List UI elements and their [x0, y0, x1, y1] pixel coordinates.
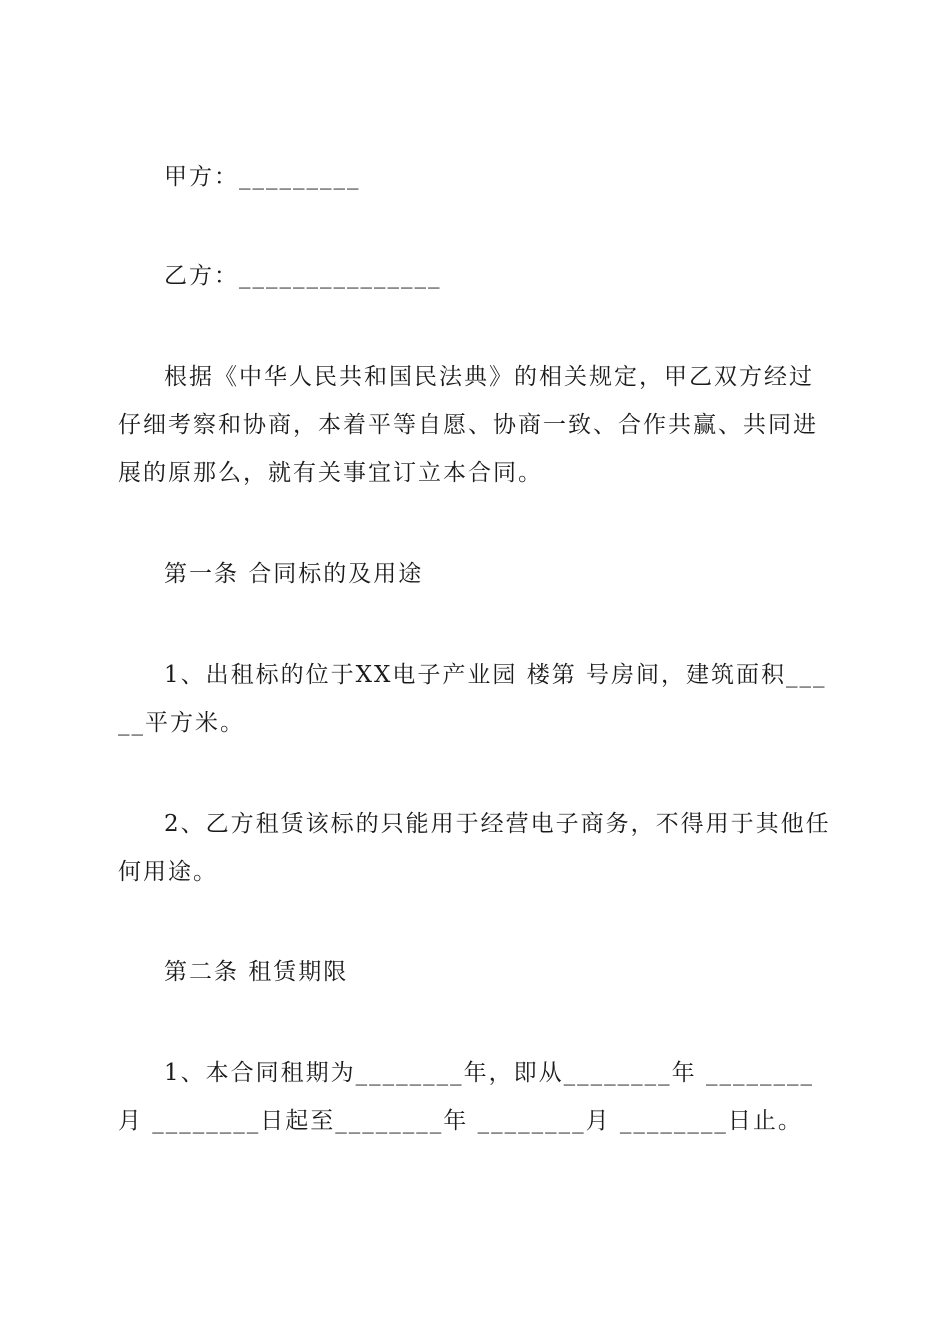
article1-heading: 第一条 合同标的及用途	[164, 561, 424, 587]
party-b-line: 乙方：_______________	[164, 263, 442, 289]
party-a-line: 甲方：_________	[164, 164, 361, 190]
article2-item1: 1、本合同租期为________年，即从________年 ________月 ________日起至________年 ________月 ________日止。	[118, 1060, 814, 1134]
article2-heading: 第二条 租赁期限	[164, 959, 349, 985]
article1-item1: 1、出租标的位于XX电子产业园 楼第 号房间，建筑面积_____平方米。	[118, 662, 827, 736]
article1-item2: 2、乙方租赁该标的只能用于经营电子商务，不得用于其他任何用途。	[118, 811, 831, 885]
preamble-paragraph: 根据《中华人民共和国民法典》的相关规定，甲乙双方经过仔细考察和协商，本着平等自愿、协商一致、合作共赢、共同进展的原那么，就有关事宜订立本合同。	[118, 364, 818, 486]
